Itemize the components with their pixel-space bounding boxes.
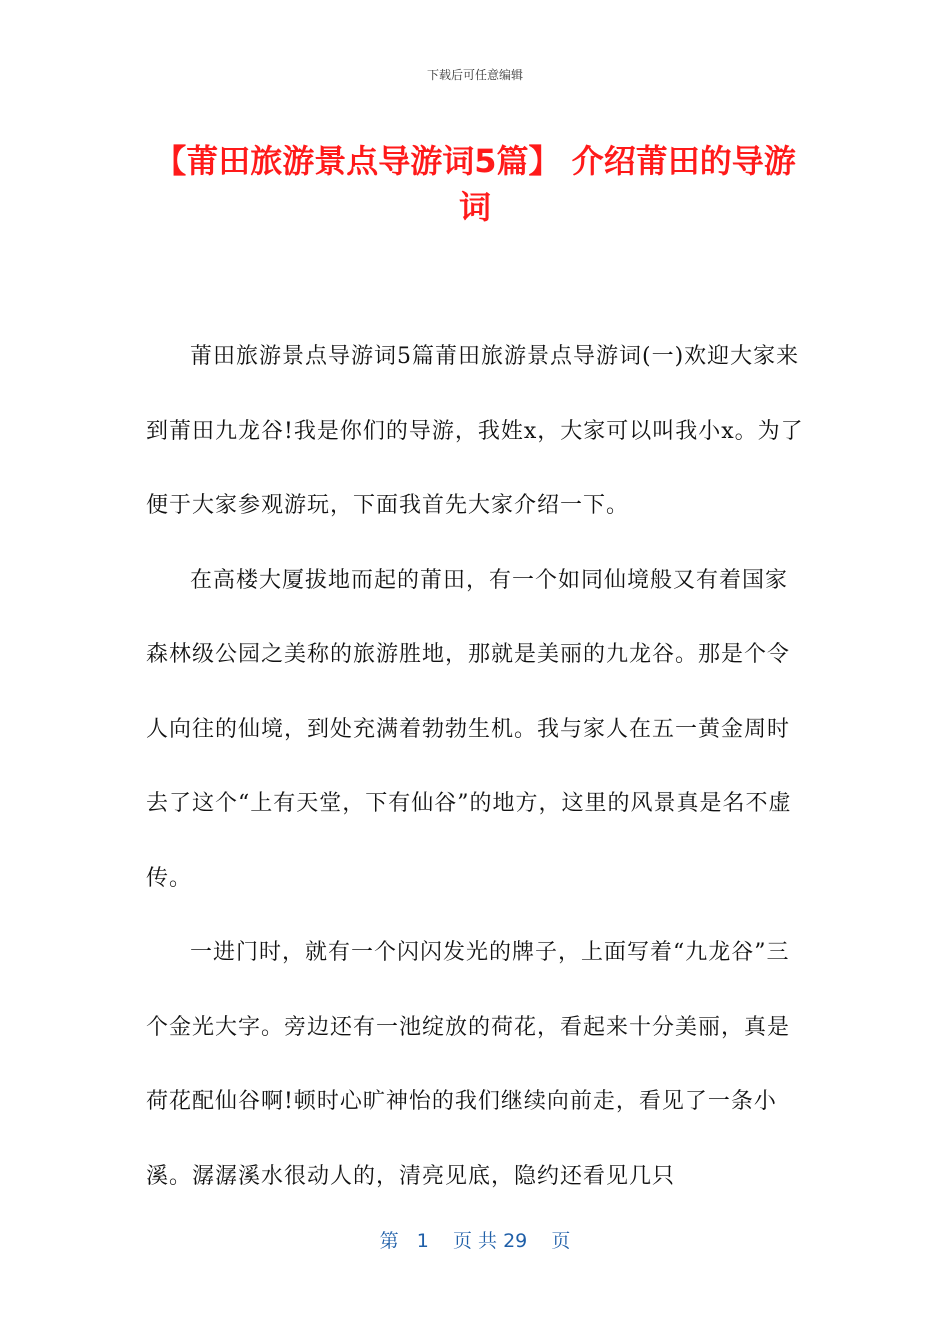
page-label-suffix: 页	[551, 1230, 571, 1252]
document-body	[146, 320, 806, 1214]
paragraph: 在高楼大厦拔地而起的莆田，有一个如同仙境般又有着国家森林级公园之美称的旅游胜地，那就是美丽的九龙谷。那是个令人向往的仙境，到处充满着勃勃生机。我与家人在五一黄金周时去了这个“上有天堂，下有仙谷”的地方，这里的风景真是名不虚传。	[146, 567, 792, 891]
current-page-number: 1	[416, 1230, 429, 1252]
paragraph: 一进门时，就有一个闪闪发光的牌子，上面写着“九龙谷”三个金光大字。旁边还有一池绽放的荷花，看起来十分美丽，真是荷花配仙谷啊!顿时心旷神怡的我们继续向前走，看见了一条小溪。潺潺溪水很动人的，清亮见底，隐约还看见几只	[146, 940, 791, 1189]
document-title: 【莆田旅游景点导游词5篇】 介绍莆田的导游词	[154, 142, 796, 226]
paragraph: 莆田旅游景点导游词5篇莆田旅游景点导游词(一)欢迎大家来到莆田九龙谷!我是你们的导游，我姓x，大家可以叫我小x。为了便于大家参观游玩，下面我首先大家介绍一下。	[146, 344, 804, 518]
page-label-mid: 页 共	[452, 1230, 498, 1252]
total-pages-number: 29	[503, 1230, 528, 1252]
page-label-prefix: 第	[379, 1230, 399, 1252]
header-note: 下载后可任意编辑	[426, 68, 523, 82]
page-footer	[0, 1226, 950, 1253]
